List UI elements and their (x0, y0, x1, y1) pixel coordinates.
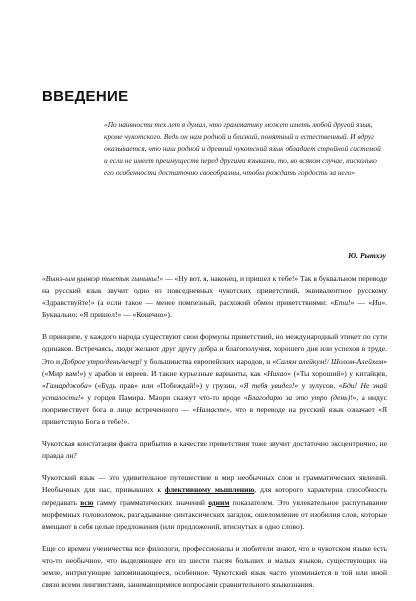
epigraph-quote: «По наивности тех лет я думал, что грамматику может иметь любой другой язык, кроме чукотского. Ведь он нам родной и близкий, понятный и естественный. И вдруг оказывается, что наш родной и древний чукотский язык обладает стройной системой и если не имеет преимуществ перед другими языками, то, во всяком случае, нисколько его особенности достаточно своеобразны, чтобы рождать гордость за него» (104, 120, 381, 178)
paragraph-3: Чукотская констатация факта прибытия в качестве приветствия тоже звучит достаточно эксцентрично, не правда ли? (42, 439, 387, 461)
paragraph-4: Чукотский язык — это удивительное путешествие в мир необычных слов и грамматических явлений. Необычных для нас, привыкших к флективному мышлению, для которого характерна способность передавать всю гамму грамматических значений одним показателем. Это увлекательное распутывание морфемных головоломок, разгадывание синтаксических загадок, ошеломление от изобилия слов, которые вмещают в себя целые предложения (или предложений, втиснутых в одно слово). (42, 473, 388, 531)
paragraph-5: Еще со времен ученичества все филологи, профессионалы и любители знают, что в чукотском языке есть что-то необычное, что выделяющее его из шести тысяч больших и малых языков, существующих на земле, интригующие запоминающееся, особенное. Чукотский язык часто упоминается в той или иной связи всеми лингвистами, занимающимися вопросами сравнительного языкознания. (42, 543, 387, 590)
paragraph-1: «Вынэ-ым ӄынвэр тыетык гыныкы!» — «Ну вот, я, наконец, и пришел к тебе!» Так в буквальном переводе на русский язык звучит одно из повседневных чукотских приветствий, эквивалентное русскому «Здравствуйте!» (а если такое — менее помпезный, расхожий обмен приветствиями: «Ети!» — «Ии». Буквально: «Я пришел!» — «Конечно»). (42, 274, 388, 320)
paragraph-2: В принципе, у каждого народа существуют свои формулы приветствий, но международный этикет по сути одинаков. Встречаясь, люди желают друг другу добра и благополучия, хорошего дня или успехов в труде. Это и Доброе утро/день/вечер! у большинства европейских народов, и «Салям алейкум!/ Шолом-Алейхем» («Мир вам!») у арабов и евреев. И такие курьезные варианты, как «Нихао» («Ты хороший») у китайцев, «Гамарджоба» («Будь прав» или «Побеждай!») у грузин, «Я тебя увидел!» у зулусов, «Бди! Не знай усталости!» у горцев Памира. Маори скажут что-то вроде «Благодарю за это утро (день)!», а индус попривествует бога в лице встреченного — «Намасте», что в переводе на русский язык означает «Я приветствую Бога в тебе!». (42, 332, 388, 427)
chukchi-greeting: «Вынэ-ым ӄынвэр тыетык гыныкы!» (42, 274, 164, 283)
epigraph-author: Ю. Рытхэу (348, 251, 386, 260)
body-text (42, 273, 387, 601)
underlined-term: флективному мышлению (164, 485, 255, 495)
chapter-heading: ВВЕДЕНИЕ (42, 88, 129, 105)
